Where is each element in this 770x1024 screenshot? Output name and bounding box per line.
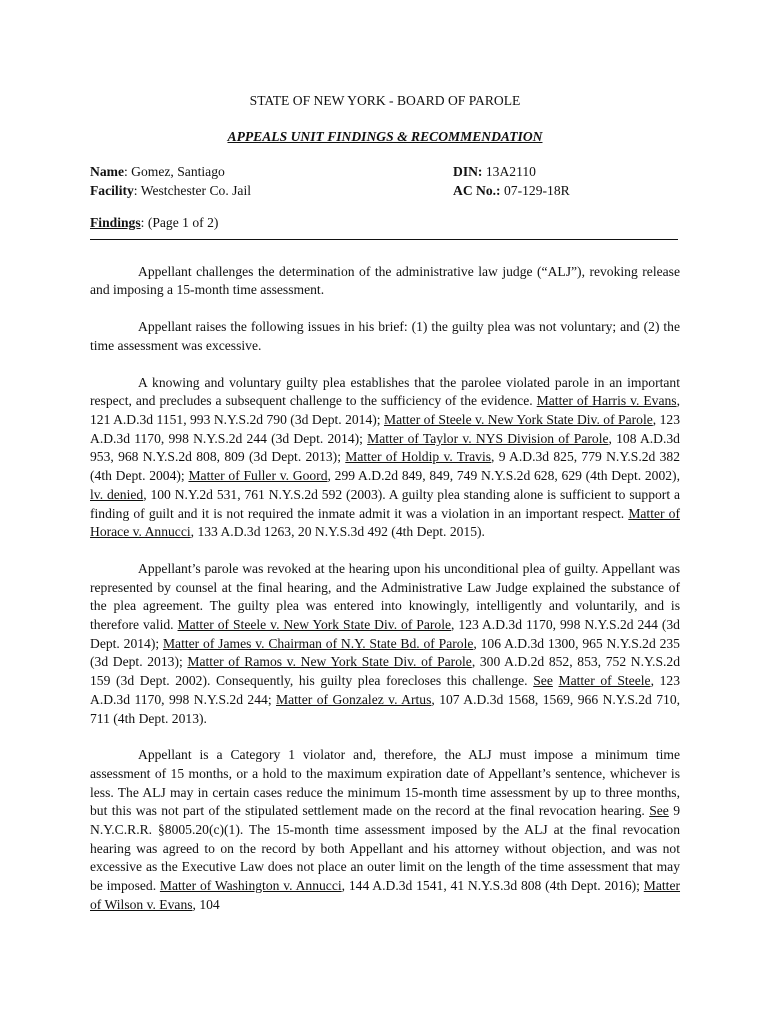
ac-value: 07-129-18R [503,182,570,198]
paragraph-text: Appellant is a Category 1 violator and, therefore, the ALJ must impose a minimum time assessment of 15 months, or a hold to the maximum expiration date of Appellant’s sentence, whichever is less. The ALJ may in certain cases reduce the minimum 15-month time assessment by up to three months, but this was not part of the stipulated settlement made on the record at the final revocation hearing. [90,747,680,819]
citation: Matter of Holdip v. Travis [345,449,492,465]
facility-value: Westchester Co. Jail [140,182,252,198]
citation: Matter of Wilson v. Evans [90,878,681,912]
case-info-left [90,163,251,200]
citation: Matter of Taylor v. NYS Division of Parole [367,430,609,446]
paragraph-5 [90,746,680,914]
paragraph-text: , 104 [192,896,220,912]
facility-row: Facility: Westchester Co. Jail [90,182,252,198]
citation: Matter of Steele [558,673,651,689]
citation: Matter of Steele v. New York State Div. of Parole [384,412,653,427]
paragraph-text: A knowing and voluntary guilty plea establishes that the parolee violated parole in an important respect, and precludes a subsequent challenge to the sufficiency of the evidence. [90,374,680,409]
paragraph-text: , 100 N.Y.2d 531, 761 N.Y.S.2d 592 (2003). A guilty plea standing alone is sufficient to support a finding of guilt and it is not required the inmate admit it was a violation in an important respect. [90,486,680,521]
paragraph-1 [90,263,680,300]
ac-label: AC No.: [453,182,501,198]
paragraph-text: Appellant raises the following issues in his brief: (1) the guilty plea was not voluntary; and (2) the time assessment was excessive. [90,319,680,353]
din-label: DIN: [453,164,483,180]
paragraph-text: , 107 A.D.3d 1568, 1569, 966 N.Y.S.2d 710, 711 (4th Dept. 2013). [90,691,681,726]
citation: See [649,803,669,819]
ac-row [453,182,570,201]
findings-heading: Findings: (Page 1 of 2) [90,215,219,231]
case-info-right [453,163,570,200]
paragraph-2 [90,318,680,355]
paragraph-text: , 121 A.D.3d 1151, 993 N.Y.S.2d 790 (3d Dept. 2014); [90,393,681,427]
document-page [90,92,680,915]
paragraph-text: , 9 A.D.3d 825, 779 N.Y.S.2d 382 (4th Dept. 2004); [90,449,680,484]
paragraph-text: , 300 A.D.2d 852, 853, 752 N.Y.S.2d 159 (3d Dept. 2002). Consequently, his guilty plea forecloses this challenge. [90,654,680,689]
paragraph-text: Appellant challenges the determination of the administrative law judge (“ALJ”), revoking release and imposing a 15-month time assessment. [90,263,680,298]
citation: See [533,673,553,689]
paragraph-text: , 108 A.D.3d 953, 968 N.Y.S.2d 808, 809 (3d Dept. 2013); [90,430,680,465]
name-value: Gomez, Santiago [131,164,225,180]
case-info [90,163,680,200]
paragraph-text: 9 N.Y.C.R.R. §8005.20(c)(1). The 15-month time assessment imposed by the ALJ at the final revocation hearing was agreed to on the record by both Appellant and his attorney without objection, and was not excessive as the Executive Law does not place an outer limit on the length of the time assessment that may be imposed. [90,803,680,894]
din-value: 13A2110 [485,164,536,180]
citation: lv. denied [90,486,144,502]
citation: Matter of Fuller v. Goord [188,468,328,484]
paragraph-text: , 299 A.D.2d 849, 849, 749 N.Y.S.2d 628, 629 (4th Dept. 2002), [327,468,680,484]
citation: Matter of Ramos v. New York State Div. of Parole [187,654,472,670]
horizontal-rule [90,239,678,240]
citation: Matter of Washington v. Annucci [159,878,342,894]
findings-label: Findings [90,215,141,231]
paragraph-text: , 106 A.D.3d 1300, 965 N.Y.S.2d 235 (3d Dept. 2013); [90,635,680,670]
document-title: APPEALS UNIT FINDINGS & RECOMMENDATION [227,128,543,144]
paragraph-text: , 123 A.D.3d 1170, 998 N.Y.S.2d 244 (3d Dept. 2014); [90,412,680,446]
paragraph-text: , 123 A.D.3d 1170, 998 N.Y.S.2d 244; [90,673,680,707]
name-row: Name: Gomez, Santiago [90,164,225,180]
paragraph-4 [90,560,680,728]
name-label: Name [90,164,124,180]
citation: Matter of Gonzalez v. Artus [276,691,432,707]
paragraph-text: Appellant’s parole was revoked at the hearing upon his unconditional plea of guilty. Appellant was represented by counsel at the final hearing, and the Administrative Law Judge explained the substance of the plea agreement. The guilty plea was entered into knowingly, intelligently and voluntarily, and is therefore valid. [90,560,680,633]
din-row [453,163,570,182]
paragraph-3 [90,374,680,542]
agency-heading: STATE OF NEW YORK - BOARD OF PAROLE [249,93,521,108]
citation: Matter of Horace v. Annucci [90,505,680,540]
citation: Matter of James v. Chairman of N.Y. State Bd. of Parole [162,635,474,651]
findings-page-note: (Page 1 of 2) [147,215,219,231]
paragraph-text: , 144 A.D.3d 1541, 41 N.Y.S.3d 808 (4th Dept. 2016); [341,878,644,894]
facility-label: Facility [90,182,134,198]
findings-body [90,263,680,915]
paragraph-text: , 123 A.D.3d 1170, 998 N.Y.S.2d 244 (3d Dept. 2014); [90,617,680,651]
citation: Matter of Steele v. New York State Div. of Parole [177,617,452,633]
citation: Matter of Harris v. Evans [536,393,677,409]
paragraph-text: , 133 A.D.3d 1263, 20 N.Y.S.3d 492 (4th Dept. 2015). [190,524,485,540]
